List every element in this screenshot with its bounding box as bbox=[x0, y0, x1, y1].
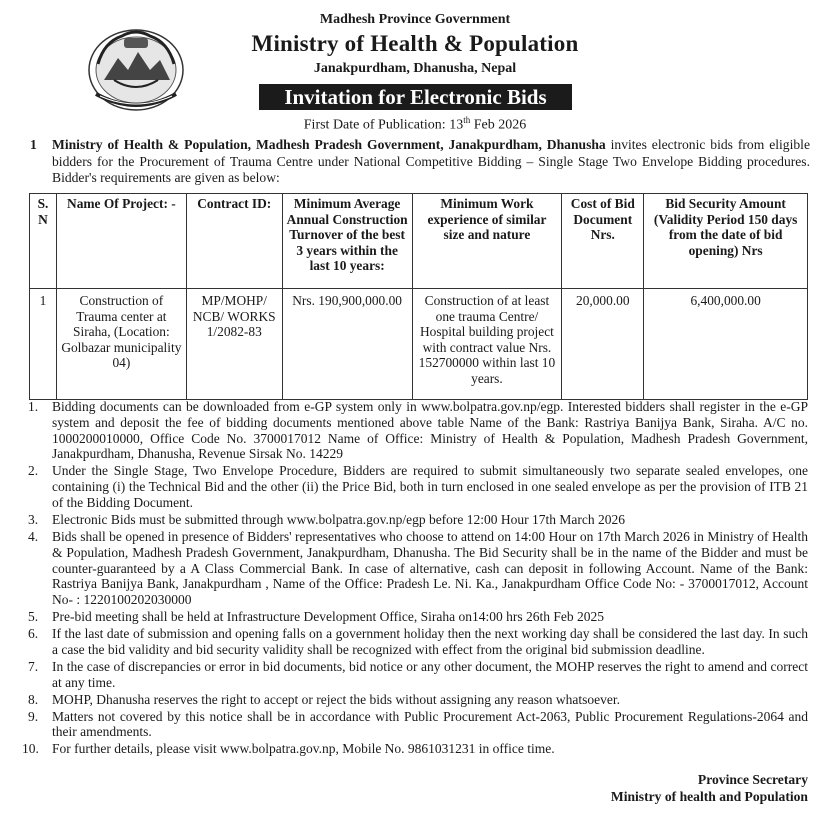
cell-sn: 1 bbox=[30, 289, 57, 400]
government-name: Madhesh Province Government bbox=[319, 12, 511, 27]
list-item: 3. Electronic Bids must be submitted through www.bolpatra.gov.np/egp before 12:00 Hour 17th March 2026 bbox=[28, 511, 626, 527]
cell-work-experience: Construction of at least one trauma Centre/ Hospital building project with contract value Nrs. 152700000 within last 10 years. bbox=[412, 289, 562, 400]
list-item: 10. For further details, please visit www.bolpatra.gov.np, Mobile No. 9861031231 in office time. bbox=[22, 741, 555, 757]
list-item: 8. MOHP, Dhanusha reserves the right to accept or reject the bids without assigning any reason whatsoever. bbox=[28, 691, 620, 707]
item-text: Matters not covered by this notice shall be in accordance with Public Procurement Act-2063, Public Procurement Regulations-2064 and their amendments. bbox=[52, 708, 808, 740]
bid-requirements-table bbox=[29, 193, 808, 400]
notice-title: Invitation for Electronic Bids bbox=[259, 84, 572, 110]
intro-lead: Ministry of Health & Population, Madhesh Pradesh Government, Janakpurdham, Dhanusha bbox=[52, 137, 606, 152]
cell-contract-id: MP/MOHP/ NCB/ WORKS 1/2082-83 bbox=[186, 289, 282, 400]
ministry-name: Ministry of Health & Population bbox=[251, 31, 579, 56]
item-text: Under the Single Stage, Two Envelope Procedure, Bidders are required to submit simultaneously two separate sealed envelopes, one containing (i) the Technical Bid and the other (ii) the Price Bid, both in turn enclosed in one sealed envelope as per the provision of ITB 21 of the Bidding Document. bbox=[52, 463, 808, 510]
header-bid-security: Bid Security Amount (Validity Period 150 days from the date of bid opening) Nrs bbox=[644, 194, 808, 289]
intro-text: invites electronic bids from eligible bidders for the Procurement of Trauma Centre under National Competitive Bidding – Single Stage Two Envelope Bidding procedures. Bidder's requirements are given as below: bbox=[52, 137, 810, 186]
terms-list bbox=[22, 399, 808, 758]
intro-paragraph bbox=[30, 137, 810, 187]
item-text: If the last date of submission and opening falls on a government holiday then the next working day shall be considered the last day. In such a case the bid validity and bid security validity shall be recognized with effect from the original bid submission deadline. bbox=[52, 626, 808, 657]
item-text: Bidding documents can be downloaded from e-GP system only in www.bolpatra.gov.np/egp. Interested bidders shall register in the e-GP system and deposit the fee of bidding documents mentioned above table Name of the Bank: Rastriya Banijya Bank, Siraha. A/C no. 1000200010000, Office Code No. 3700017012 Name of Office: Ministry of Health & Population, Madhesh Pradesh Government, Janakpurdham, Dhanusha, Revenue Sirsak No. 14229 bbox=[52, 399, 808, 462]
table-row bbox=[30, 289, 808, 400]
list-item: 4. Bids shall be opened in presence of Bidders' representatives who choose to attend on 14:00 Hour on 17th March 2026 in Ministry of Health & Population, Madhesh Pradesh Government, Janakpurdham, Dhanusha. The Bid Security shall be in the name of the Bidder and must be counter-guaranteed by a A Class Commercial Bank. In case of alternative, cash can deposit in following Account. Name of the Bank: Rastriya Banijya Bank, Janakpurdham , Name of the Office: Pradesh Le. Ni. Ka., Janakpurdham Office Code No: - 3700017012, Account No- : 1220100202030000 bbox=[28, 528, 808, 608]
list-item: 6. If the last date of submission and opening falls on a government holiday then the next working day shall be considered the last day. In such a case the bid validity and bid security validity shall be recognized with effect from the original bid submission deadline. bbox=[28, 626, 808, 657]
table-header-row bbox=[30, 194, 808, 289]
cell-bid-security: 6,400,000.00 bbox=[644, 289, 808, 400]
signature-office: Ministry of health and Population bbox=[610, 789, 808, 804]
item-text: Pre-bid meeting shall be held at Infrastructure Development Office, Siraha on14:00 hrs 26th Feb 2025 bbox=[52, 609, 604, 625]
item-text: For further details, please visit www.bolpatra.gov.np, Mobile No. 9861031231 in office time. bbox=[52, 741, 555, 757]
publication-date: First Date of Publication: 13th Feb 2026 bbox=[303, 115, 527, 133]
signature-title: Province Secretary bbox=[697, 772, 808, 787]
list-item: 1. Bidding documents can be downloaded from e-GP system only in www.bolpatra.gov.np/egp. Interested bidders shall register in the e-GP system and deposit the fee of bidding documents mentioned above table Name of the Bank: Rastriya Banijya Bank, Siraha. A/C no. 1000200010000, Office Code No. 3700017012 Name of Office: Ministry of Health & Population, Madhesh Pradesh Government, Janakpurdham, Dhanusha, Revenue Sirsak No. 14229 bbox=[28, 399, 808, 462]
ministry-address: Janakpurdham, Dhanusha, Nepal bbox=[313, 61, 517, 76]
nepal-government-emblem-icon bbox=[84, 24, 188, 114]
header-bid-cost: Cost of Bid Document Nrs. bbox=[562, 194, 644, 289]
item-text: MOHP, Dhanusha reserves the right to accept or reject the bids without assigning any reason whatsoever. bbox=[52, 691, 620, 707]
list-item: 5. Pre-bid meeting shall be held at Infrastructure Development Office, Siraha on14:00 hrs 26th Feb 2025 bbox=[28, 609, 604, 625]
header-turnover: Minimum Average Annual Construction Turnover of the best 3 years within the last 10 years: bbox=[282, 194, 412, 289]
item-text: In the case of discrepancies or error in bid documents, bid notice or any other document, the MOHP reserves the right to amend and correct at any time. bbox=[52, 658, 808, 690]
cell-turnover: Nrs. 190,900,000.00 bbox=[282, 289, 412, 400]
item-text: Electronic Bids must be submitted through www.bolpatra.gov.np/egp before 12:00 Hour 17th March 2026 bbox=[52, 511, 626, 527]
cell-project-name: Construction of Trauma center at Siraha, (Location: Golbazar municipality 04) bbox=[56, 289, 186, 400]
cell-bid-cost: 20,000.00 bbox=[562, 289, 644, 400]
intro-number: 1 bbox=[30, 137, 37, 152]
item-text: Bids shall be opened in presence of Bidders' representatives who choose to attend on 14:00 Hour on 17th March 2026 in Ministry of Health & Population, Madhesh Pradesh Government, Janakpurdham, Dhanusha. The Bid Security shall be in the name of the Bidder and must be counter-guaranteed by a A Class Commercial Bank. In case of alternative, cash can deposit in following Account. Name of the Bank: Rastriya Banijya Bank, Janakpurdham , Name of the Office: Pradesh Le. Ni. Ka., Janakpurdham Office Code No: - 3700017012, Account No- : 1220100202030000 bbox=[52, 528, 808, 608]
header-contract-id: Contract ID: bbox=[186, 194, 282, 289]
header-sn: S. N bbox=[30, 194, 57, 289]
header-project-name: Name Of Project: - bbox=[56, 194, 186, 289]
header-work-experience: Minimum Work experience of similar size and nature bbox=[412, 194, 562, 289]
list-item: 2. Under the Single Stage, Two Envelope Procedure, Bidders are required to submit simultaneously two separate sealed envelopes, one containing (i) the Technical Bid and the other (ii) the Price Bid, both in turn enclosed in one sealed envelope as per the provision of ITB 21 of the Bidding Document. bbox=[28, 463, 808, 510]
list-item: 7. In the case of discrepancies or error in bid documents, bid notice or any other document, the MOHP reserves the right to amend and correct at any time. bbox=[28, 658, 808, 690]
list-item: 9. Matters not covered by this notice shall be in accordance with Public Procurement Act-2063, Public Procurement Regulations-2064 and their amendments. bbox=[28, 708, 808, 740]
